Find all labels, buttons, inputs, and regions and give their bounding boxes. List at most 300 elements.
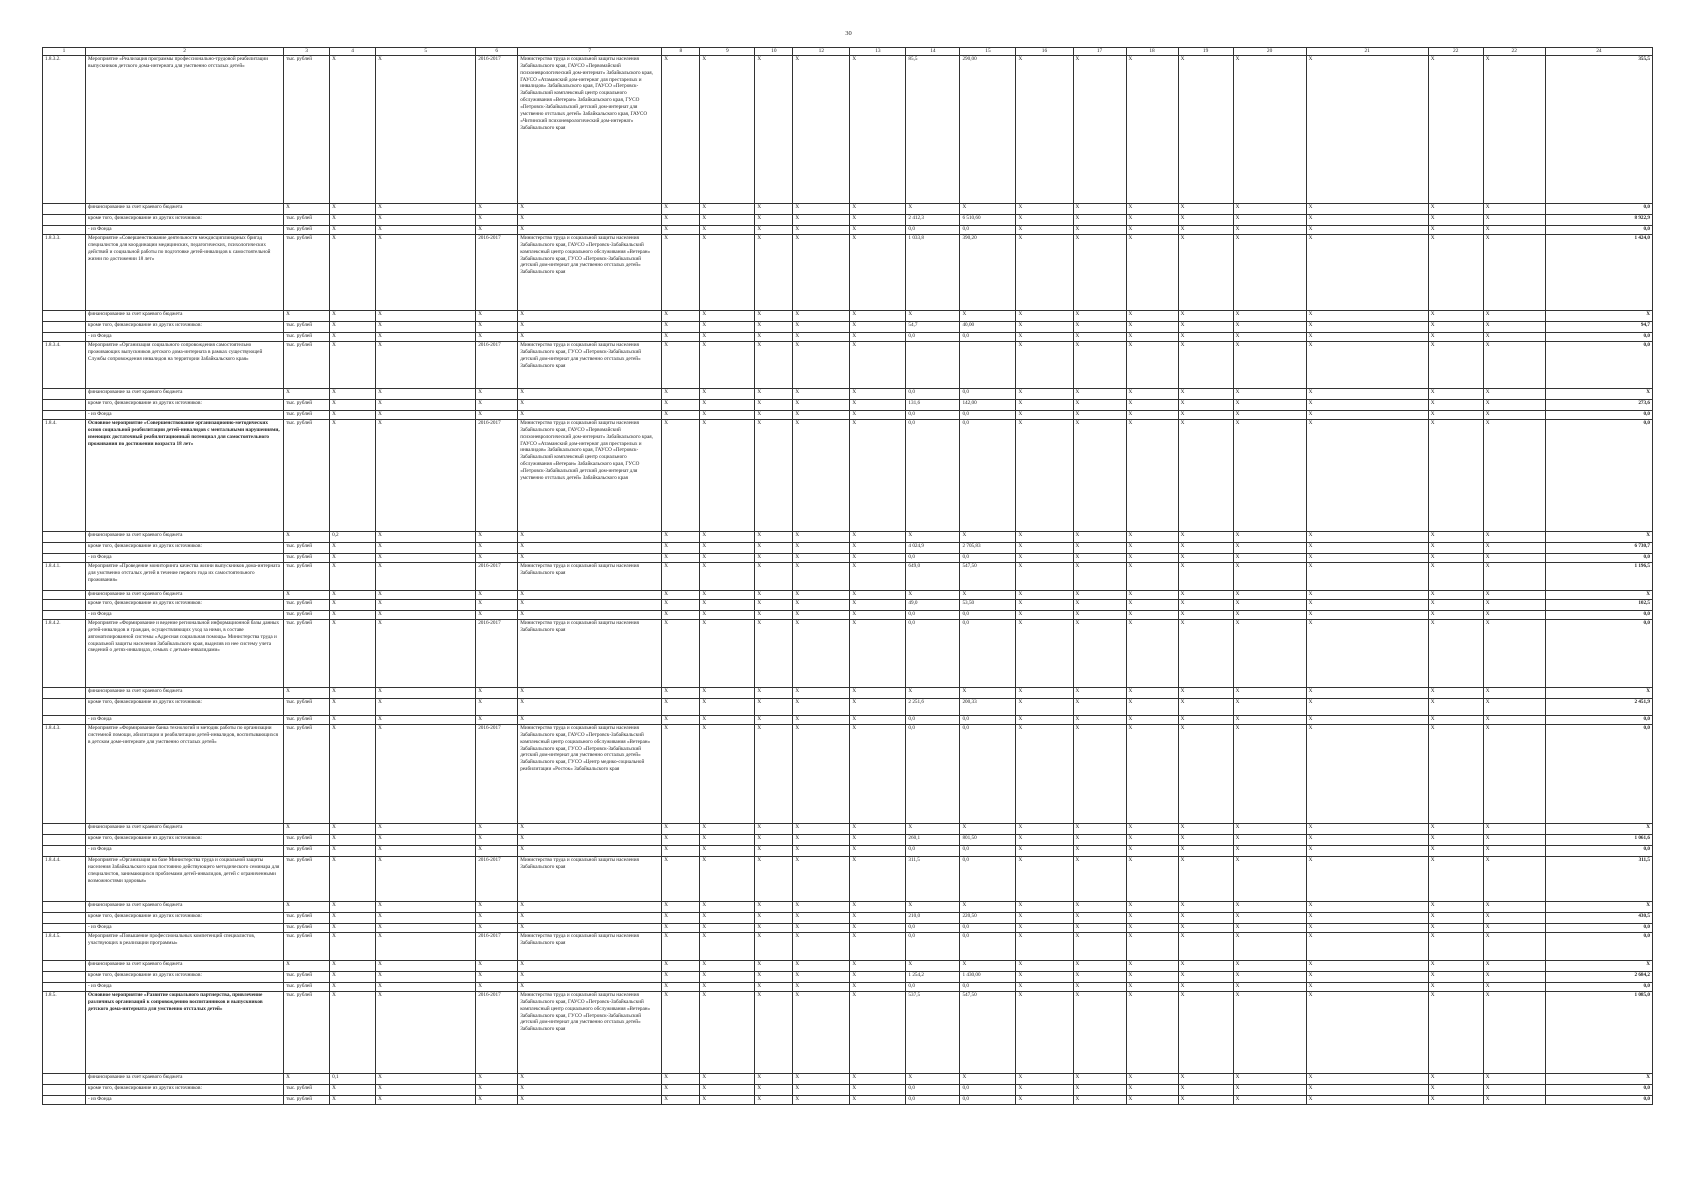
table-cell: Х [700,591,755,600]
table-cell: Х [1016,600,1073,611]
table-cell: Х [376,215,476,226]
table-cell: Х [1306,342,1428,389]
table-cell: Х [1233,902,1306,913]
table-cell: Х [850,620,906,688]
table-cell: - из Фонда [86,716,284,725]
table-cell: 2016-2017 [476,342,518,389]
table-cell: Х [1545,961,1652,972]
table-cell: Х [850,322,906,333]
table-cell: 0,0 [1545,846,1652,857]
table-cell: Х [476,824,518,835]
table-row [43,56,1653,204]
table-cell: Мероприятие «Формирование и ведение региональной информационной базы данных детей-инвалидов и граждан, осуществляющих уход за ними, в составе автоматизированной системы «Адресная социальная помощь» Министерства труда и социальной защиты населения Забайкальского края, выделив из нее систему учета сведений о детях-инвалидах, семьях с детьми-инвалидами» [86,620,284,688]
table-cell [43,600,86,611]
table-cell: Х [662,620,700,688]
table-cell: Х [1016,554,1073,563]
table-cell [43,1096,86,1105]
table-cell: Х [1306,611,1428,620]
table-cell: Х [476,311,518,322]
table-cell: Х [330,972,376,983]
table-cell: Х [1178,992,1233,1074]
table-cell: 273,6 [1545,400,1652,411]
table-cell [43,1085,86,1096]
table-cell: Х [1126,235,1178,311]
table-cell: Х [518,983,662,992]
table-cell: Х [662,835,700,846]
table-cell: Х [1178,204,1233,215]
table-cell: Х [1178,411,1233,420]
table-cell: 4 024,9 [906,543,960,554]
table-cell: 1.8.3.3. [43,235,86,311]
table-cell: Х [662,554,700,563]
table-cell: 0,0 [906,611,960,620]
table-cell: Х [1483,563,1545,591]
table-cell: 0,0 [960,983,1016,992]
table-cell: Х [662,420,700,532]
table-cell: 0,0 [960,1085,1016,1096]
table-cell: Х [1016,311,1073,322]
table-cell: Х [700,688,755,699]
table-cell: Х [1306,389,1428,400]
table-cell: Х [850,699,906,716]
table-cell: Х [1483,620,1545,688]
table-cell: - из Фонда [86,554,284,563]
table-cell: тыс. рублей [284,992,330,1074]
table-cell: Х [700,389,755,400]
table-cell: Х [1233,835,1306,846]
table-cell: Х [662,1074,700,1085]
table-cell: Х [1126,933,1178,961]
table-cell: Х [850,554,906,563]
table-cell: Х [755,835,793,846]
table-cell: Х [662,1096,700,1105]
table-cell: Х [1073,322,1126,333]
table-cell: Х [662,591,700,600]
table-cell: Х [793,620,850,688]
table-cell: финансирование за счет краевого бюджета [86,961,284,972]
table-cell [43,532,86,543]
table-cell: Министерство труда и социальной защиты населения Забайкальского края [518,620,662,688]
table-cell: 0,0 [960,420,1016,532]
table-cell: кроме того, финансирование из других источников: [86,600,284,611]
table-cell: Х [330,924,376,933]
table-cell: Х [700,902,755,913]
table-cell: Х [662,389,700,400]
table-cell: Х [793,389,850,400]
table-cell: Х [1233,411,1306,420]
table-cell: Х [662,563,700,591]
table-cell: Х [1428,389,1483,400]
table-cell: 0,0 [1545,924,1652,933]
table-cell: Х [700,1096,755,1105]
table-cell: 2016-2017 [476,235,518,311]
table-cell: Х [662,543,700,554]
table-cell: Х [376,1074,476,1085]
table-cell: Х [1483,824,1545,835]
table-cell: Х [1233,1085,1306,1096]
table-cell: Х [755,688,793,699]
table-cell: Х [476,611,518,620]
table-cell: 0,0 [1545,725,1652,824]
table-cell: 102,5 [1545,600,1652,611]
table-cell [43,204,86,215]
table-cell: Х [793,983,850,992]
table-cell: Х [1073,591,1126,600]
table-cell: Х [1428,972,1483,983]
table-cell: 0,0 [906,924,960,933]
table-cell: Х [476,333,518,342]
table-cell: кроме того, финансирование из других источников: [86,913,284,924]
table-cell: Х [1306,972,1428,983]
column-number: 10 [755,48,793,56]
table-cell: Х [330,554,376,563]
table-cell: Х [1483,835,1545,846]
table-cell: Х [755,699,793,716]
table-cell: Х [376,226,476,235]
table-row [43,725,1653,824]
table-cell: Х [376,554,476,563]
table-cell: Х [330,600,376,611]
table-cell: Х [662,235,700,311]
table-cell: Х [1126,591,1178,600]
table-cell: тыс. рублей [284,924,330,933]
column-number-row [43,48,1653,56]
table-cell: Х [700,972,755,983]
table-row [43,591,1653,600]
table-cell: Х [1178,563,1233,591]
table-cell: тыс. рублей [284,333,330,342]
table-cell: тыс. рублей [284,725,330,824]
table-cell: Х [793,924,850,933]
table-cell: Х [1073,992,1126,1074]
table-cell: Х [330,620,376,688]
table-cell: Х [1126,688,1178,699]
table-cell: Х [1306,1096,1428,1105]
table-cell: Х [1073,688,1126,699]
table-cell: тыс. рублей [284,563,330,591]
table-cell: Х [1016,846,1073,857]
table-cell: Х [1428,420,1483,532]
table-cell: Х [1233,933,1306,961]
table-cell: Х [906,824,960,835]
table-cell: Х [1545,389,1652,400]
table-cell: Х [376,857,476,902]
table-cell: Х [1483,933,1545,961]
table-cell: Х [850,543,906,554]
table-cell: тыс. рублей [284,1085,330,1096]
table-cell: Х [1483,56,1545,204]
table-cell: Х [1483,591,1545,600]
table-cell: Х [476,716,518,725]
table-cell: - из Фонда [86,846,284,857]
table-cell [43,924,86,933]
table-cell: Х [518,554,662,563]
table-cell: Х [1483,924,1545,933]
table-cell: Х [1178,532,1233,543]
table-cell: Х [755,600,793,611]
table-cell: Х [1233,204,1306,215]
table-cell: Х [1233,311,1306,322]
table-cell: Х [755,215,793,226]
table-cell: Х [330,563,376,591]
table-cell: Х [793,1096,850,1105]
table-cell: 0,0 [906,1096,960,1105]
table-cell: Х [330,311,376,322]
table-cell: Х [1233,333,1306,342]
table-cell: тыс. рублей [284,857,330,902]
table-cell: тыс. рублей [284,983,330,992]
table-cell: Х [850,924,906,933]
table-cell: Х [476,688,518,699]
table-cell: 1 085,0 [1545,992,1652,1074]
table-cell: Х [793,411,850,420]
table-cell: Х [1306,532,1428,543]
table-cell: 220,50 [960,913,1016,924]
table-cell: Х [1428,835,1483,846]
table-row [43,333,1653,342]
table-cell: Х [330,226,376,235]
table-cell: Х [284,591,330,600]
table-cell: Х [850,311,906,322]
column-number: 15 [960,48,1016,56]
table-cell: Х [1016,972,1073,983]
table-cell: Х [1073,972,1126,983]
table-cell: Х [1233,846,1306,857]
table-cell: Х [662,716,700,725]
table-cell: Х [1126,1096,1178,1105]
table-row [43,902,1653,913]
table-cell: Х [1428,961,1483,972]
table-row [43,1096,1653,1105]
table-cell: Х [662,913,700,924]
table-cell: Х [793,1074,850,1085]
table-cell: 1.8.3.4. [43,342,86,389]
table-cell: Х [376,420,476,532]
table-cell: Х [1428,902,1483,913]
table-cell [43,688,86,699]
table-cell: Х [1306,1074,1428,1085]
table-cell: Х [850,688,906,699]
table-cell: 1 254,2 [906,972,960,983]
table-cell: Х [1483,389,1545,400]
table-cell: Х [1126,924,1178,933]
table-cell: Х [1016,322,1073,333]
table-cell: Х [1126,600,1178,611]
table-cell: Х [1483,600,1545,611]
table-cell: финансирование за счет краевого бюджета [86,688,284,699]
table-cell: Х [1233,688,1306,699]
table-cell: Х [1233,913,1306,924]
table-cell: Х [1483,543,1545,554]
table-cell: Х [476,902,518,913]
column-number: 20 [1233,48,1306,56]
table-cell: Х [518,846,662,857]
table-cell: Х [1428,933,1483,961]
table-cell: Х [662,933,700,961]
table-cell: Х [662,400,700,411]
table-cell: Х [1233,56,1306,204]
table-cell: Х [700,933,755,961]
table-cell: 49,0 [906,600,960,611]
table-cell: Х [1073,342,1126,389]
table-cell: Х [662,1085,700,1096]
page-number: 30 [845,30,852,37]
table-cell: Х [1178,400,1233,411]
table-cell: Х [518,611,662,620]
table-cell: Х [1016,688,1073,699]
table-cell: Х [1483,322,1545,333]
table-cell: Х [1483,1085,1545,1096]
table-cell: Х [755,591,793,600]
table-cell: Х [1306,333,1428,342]
table-cell: Х [1126,846,1178,857]
table-cell: Х [1306,235,1428,311]
table-cell: Х [376,688,476,699]
table-cell: Х [755,235,793,311]
table-cell: Х [1306,961,1428,972]
table-cell: Х [376,400,476,411]
table-cell: тыс. рублей [284,611,330,620]
table-row [43,322,1653,333]
table-row [43,226,1653,235]
table-cell: 1.8.4.3. [43,725,86,824]
table-cell: Министерство труда и социальной защиты населения Забайкальского края [518,933,662,961]
table-cell: 1.8.3.2. [43,56,86,204]
table-cell: Х [376,913,476,924]
table-cell: Х [755,611,793,620]
table-cell: Х [1306,983,1428,992]
table-cell: - из Фонда [86,333,284,342]
table-cell: Х [700,1074,755,1085]
table-cell: Х [1126,311,1178,322]
table-cell: Х [1233,992,1306,1074]
table-cell: Х [1306,322,1428,333]
table-cell: Х [793,400,850,411]
table-cell: Х [755,1085,793,1096]
table-row [43,311,1653,322]
table-cell: 0,0 [960,857,1016,902]
table-cell: Х [850,902,906,913]
table-cell: кроме того, финансирование из других источников: [86,215,284,226]
table-cell: Х [906,688,960,699]
table-cell: Х [700,543,755,554]
table-cell: Х [376,591,476,600]
table-cell: 537,5 [906,992,960,1074]
table-cell: Х [1233,226,1306,235]
table-cell: Х [1073,56,1126,204]
table-row [43,835,1653,846]
table-cell: Х [1428,563,1483,591]
table-cell: Х [755,846,793,857]
table-cell: Х [1428,342,1483,389]
table-cell: Х [850,204,906,215]
table-cell: Х [662,226,700,235]
table-row [43,389,1653,400]
table-cell: 0,0 [906,716,960,725]
table-cell: 131,6 [906,400,960,411]
table-cell: Х [755,389,793,400]
table-cell: 200,33 [960,699,1016,716]
table-cell: финансирование за счет краевого бюджета [86,591,284,600]
table-cell: Х [793,1085,850,1096]
table-cell: Х [1428,857,1483,902]
table-cell: Основное мероприятие «Развитие социального партнерства, привлечение различных организаций к сопровождению воспитанников и выпускников детского дома-интерната для умственно отсталых детей» [86,992,284,1074]
table-cell: Х [793,725,850,824]
table-cell: 2016-2017 [476,563,518,591]
table-cell: Х [376,322,476,333]
table-cell: Х [850,235,906,311]
table-cell: Х [1016,835,1073,846]
table-cell: - из Фонда [86,983,284,992]
table-cell: Х [1126,56,1178,204]
table-cell: - из Фонда [86,226,284,235]
table-cell: Х [330,902,376,913]
table-cell: Х [1178,688,1233,699]
table-cell: Х [330,342,376,389]
table-cell: Х [1126,902,1178,913]
table-cell: Х [1483,333,1545,342]
table-cell: Х [1016,824,1073,835]
table-cell: Х [1073,311,1126,322]
table-row [43,933,1653,961]
table-cell: Х [376,725,476,824]
table-cell: Х [1178,835,1233,846]
table-cell: Х [1233,611,1306,620]
table-cell: Х [1306,913,1428,924]
table-cell: Министерство труда и социальной защиты населения Забайкальского края [518,857,662,902]
table-cell: Х [700,400,755,411]
table-cell: Х [1016,620,1073,688]
table-cell: 6 510,60 [960,215,1016,226]
table-cell: Х [518,411,662,420]
table-cell: 54,7 [906,322,960,333]
table-cell: Х [662,857,700,902]
table-cell: Х [376,1096,476,1105]
table-cell: Х [755,1074,793,1085]
table-cell: Х [700,716,755,725]
table-cell: 2 412,3 [906,215,960,226]
table-cell: Х [1233,824,1306,835]
table-row [43,846,1653,857]
table-cell: Х [376,835,476,846]
table-cell: Х [1483,400,1545,411]
table-cell: 0,0 [906,725,960,824]
table-row [43,215,1653,226]
table-cell: Х [1178,543,1233,554]
table-cell: Х [1073,235,1126,311]
table-row [43,1085,1653,1096]
column-number: 7 [518,48,662,56]
table-cell: Х [960,204,1016,215]
table-cell: 0,0 [960,389,1016,400]
table-cell: Х [376,532,476,543]
table-cell: Х [476,322,518,333]
table-cell: Х [476,591,518,600]
table-cell: Х [518,688,662,699]
table-cell: Х [1483,846,1545,857]
table-cell: Х [1306,411,1428,420]
table-cell: Х [755,333,793,342]
table-cell: Х [850,611,906,620]
table-cell: Х [1306,563,1428,591]
table-cell: Х [1016,699,1073,716]
table-cell: Х [1178,333,1233,342]
table-cell: Х [1073,913,1126,924]
table-cell: Х [1178,226,1233,235]
table-cell: 0,0 [1545,204,1652,215]
table-cell: Х [755,342,793,389]
table-cell: тыс. рублей [284,400,330,411]
